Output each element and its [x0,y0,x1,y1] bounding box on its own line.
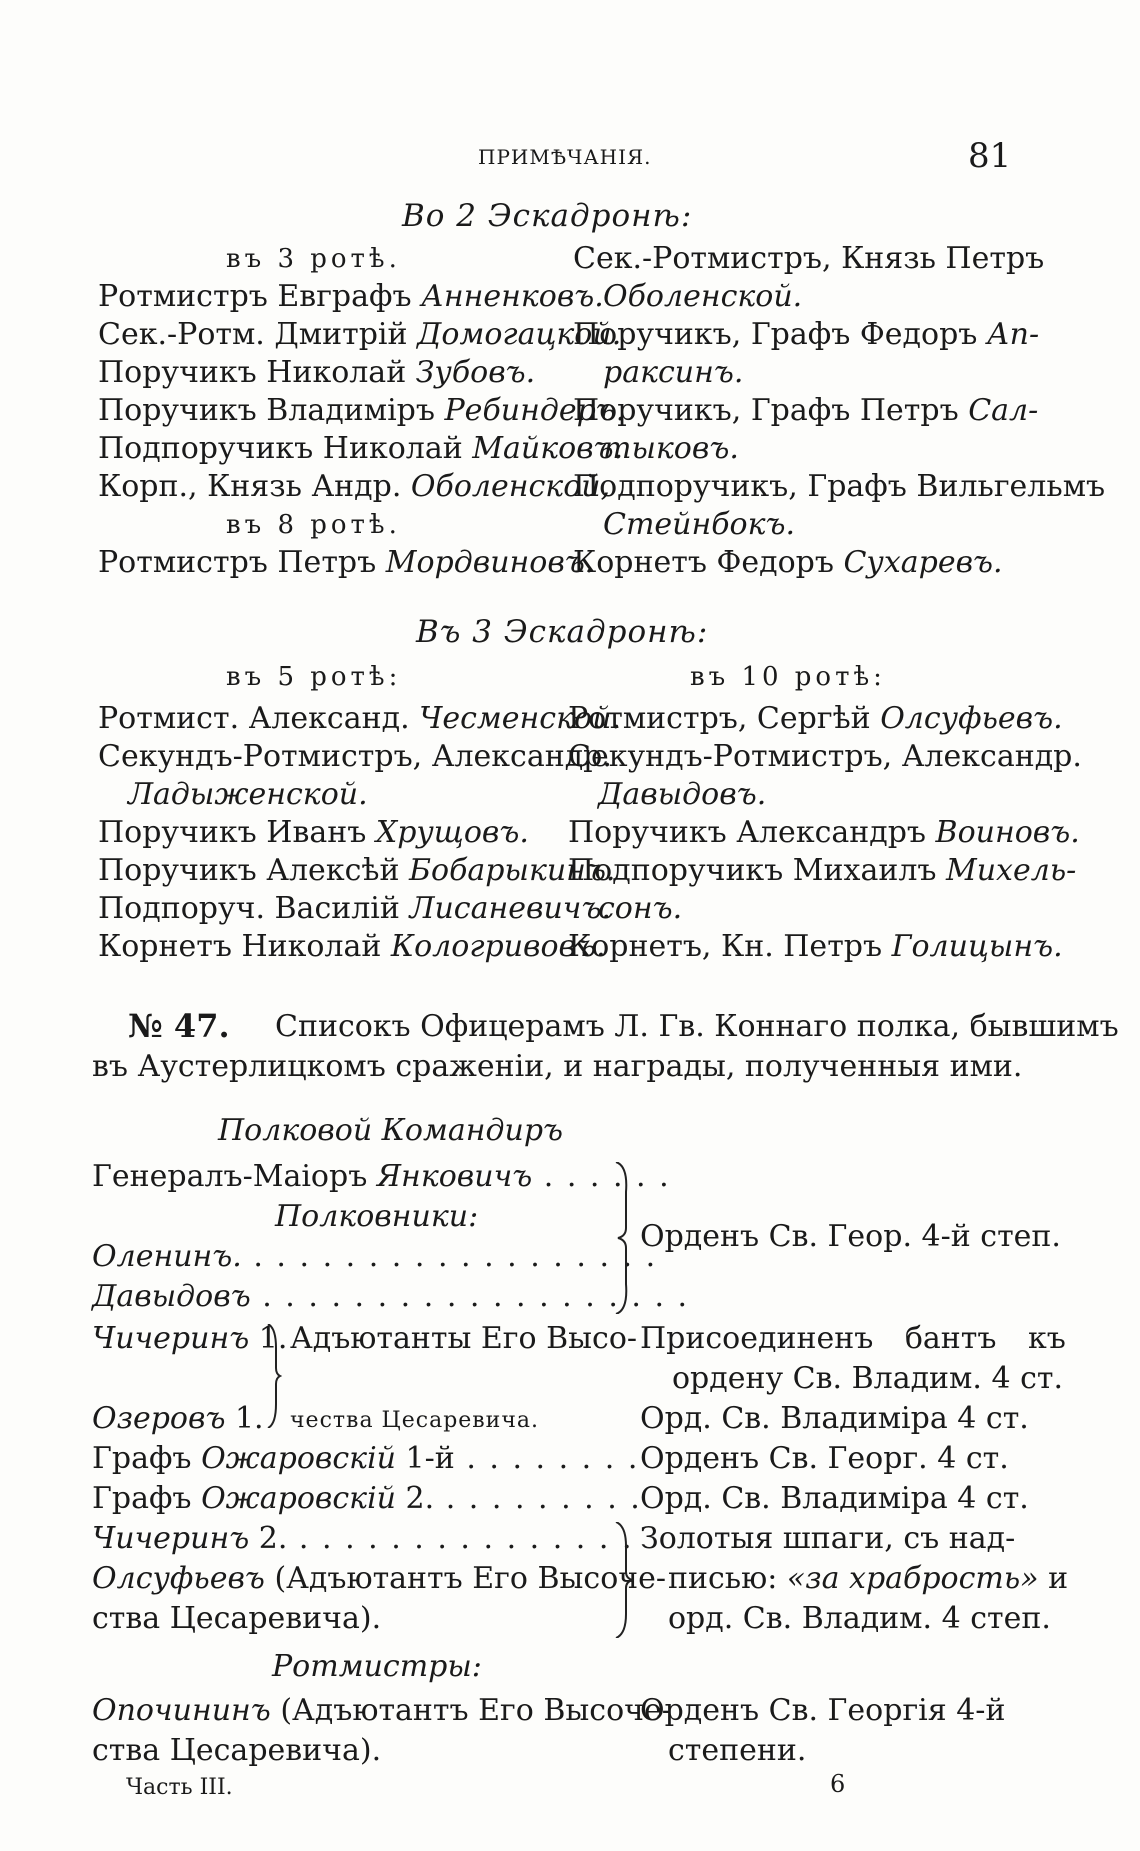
davydov-row: Давыдовъ . . . . . . . . . . . . . . . . . . . [92,1279,690,1314]
officer-entry: Поручикъ Алексѣй Бобарыкинъ. [98,853,616,888]
ozharovsky2-row: Графъ Ожаровскій 2. . . . . . . . . . [92,1481,642,1516]
officer-entry: Поручикъ Иванъ Хрущовъ. [98,815,529,850]
ozerov-row: Озеровъ 1. [92,1401,264,1436]
right-brace-2 [614,1522,634,1638]
squadron-3-left-subheading: въ 5 ротѣ: [226,662,402,692]
squadron-3-left-column [98,700,621,966]
olsufiev-row: Олсуфьевъ (Адъютантъ Его Высоче- [92,1561,666,1596]
officer-entry: Подпоручикъ Николай Майковъ. [98,431,624,466]
adjutants-line1: Адъютанты Его Высо- [290,1321,638,1356]
squadron-3-right-column [568,700,1082,966]
right-brace [614,1162,634,1314]
page-number: 81 [968,136,1012,176]
general-row: Генералъ-Маіоръ Янковичъ . . . . . . [92,1159,671,1194]
officer-entry: раксинъ. [603,355,744,390]
officer-entry: Корнетъ Николай Кологривовъ. [98,929,606,964]
squadron-2-left-column [98,240,625,582]
officer-entry: Поручикъ Владиміръ Ребиндеръ. [98,393,626,428]
officer-entry: Ротмист. Александ. Чесменской. [98,701,621,736]
officer-entry: тыковъ. [603,431,739,466]
officer-entry: Ладыженской. [128,777,368,812]
officer-entry: Секундъ-Ротмистръ, Александр. [568,739,1082,774]
award-vladimir-4b: Орд. Св. Владиміра 4 ст. [640,1481,1029,1516]
chicherin1-row: Чичеринъ 1. [92,1321,288,1356]
officer-entry: Ротмистръ Петръ Мордвиновъ. [98,545,595,580]
officer-entry: Секундъ-Ротмистръ, Александр. [98,739,612,774]
company-subheading: въ 8 ротѣ. [226,510,401,540]
list-title-line1: Списокъ Офицерамъ Л. Гв. Коннаго полка, бывшимъ [275,1009,1119,1044]
officer-entry: Корп., Князь Андр. Оболенской, [98,469,611,504]
olsufiev-row-cont: ства Цесаревича). [92,1601,382,1636]
award-georgy-4c-line1: Орденъ Св. Георгія 4-й [640,1693,1006,1728]
list-title-line2: въ Аустерлицкомъ сраженіи, и награды, полученныя ими. [92,1049,1023,1084]
award-bow-line2: ордену Св. Владим. 4 ст. [672,1361,1064,1396]
adjutants-line2: чества Цесаревича. [290,1408,539,1433]
ozharovsky1-row: Графъ Ожаровскій 1-й . . . . . . . . [92,1441,640,1476]
award-swords-line2: писью: «за храбрость» и [668,1561,1069,1596]
officer-entry: Сек.-Ротм. Дмитрій Домогацкой. [98,317,622,352]
squadron-3-title: Въ 3 Эскадронѣ: [416,614,709,650]
officer-entry: Давыдовъ. [598,777,767,812]
footer-part: Часть III. [126,1775,233,1800]
running-header: ПРИМѢЧАНІЯ. [478,145,652,169]
colonels-heading: Полковники: [275,1199,479,1234]
chicherin2-row: Чичеринъ 2. . . . . . . . . . . . . . . . [92,1521,634,1556]
commander-heading: Полковой Командиръ [218,1113,564,1148]
officer-entry: Корнетъ Федоръ Сухаревъ. [573,545,1003,580]
officer-entry: Подпоручикъ, Графъ Вильгельмъ [573,469,1106,504]
officer-entry: Поручикъ Александръ Воиновъ. [568,815,1080,850]
olenin-row: Оленинъ. . . . . . . . . . . . . . . . . . . [92,1239,658,1274]
award-vladimir-4a: Орд. Св. Владиміра 4 ст. [640,1401,1029,1436]
officer-entry: Поручикъ Николай Зубовъ. [98,355,536,390]
award-swords-line3: орд. Св. Владим. 4 степ. [668,1601,1051,1636]
award-georgy-4c-line2: степени. [668,1733,807,1768]
officer-entry: Ротмистръ, Сергѣй Олсуфьевъ. [568,701,1063,736]
left-brace [266,1324,282,1428]
award-georgy-4: Орденъ Св. Геор. 4-й степ. [640,1219,1061,1254]
officer-entry: Поручикъ, Графъ Федоръ Ап- [573,317,1040,352]
company-subheading: въ 3 ротѣ. [226,244,401,274]
opochinin-row: Опочининъ (Адъютантъ Его Высоче- [92,1693,672,1728]
award-georgy-4b: Орденъ Св. Георг. 4 ст. [640,1441,1009,1476]
rotmistry-heading: Ротмистры: [272,1649,482,1684]
officer-entry: Подпоручикъ Михаилъ Михель- [568,853,1077,888]
document-number: № 47. [128,1007,230,1045]
officer-entry: Ротмистръ Евграфъ Анненковъ. [98,279,604,314]
officer-entry: Корнетъ, Кн. Петръ Голицынъ. [568,929,1063,964]
award-swords-line1: Золотыя шпаги, съ над- [640,1521,1016,1556]
officer-entry: Подпоруч. Василій Лисаневичъ. [98,891,611,926]
opochinin-row-cont: ства Цесаревича). [92,1733,382,1768]
footer-signature: 6 [830,1770,846,1798]
officer-entry: Оболенской. [603,279,803,314]
officer-entry: Сек.-Ротмистръ, Князь Петръ [573,241,1045,276]
officer-entry: Поручикъ, Графъ Петръ Сал- [573,393,1039,428]
award-bow-line1: Присоединенъ бантъ къ [640,1321,1066,1356]
squadron-2-title: Во 2 Эскадронѣ: [402,198,693,234]
squadron-2-right-column [573,240,1105,582]
officer-entry: Стейнбокъ. [603,507,796,542]
squadron-3-right-subheading: въ 10 ротѣ: [690,662,886,692]
officer-entry: сонъ. [598,891,683,926]
